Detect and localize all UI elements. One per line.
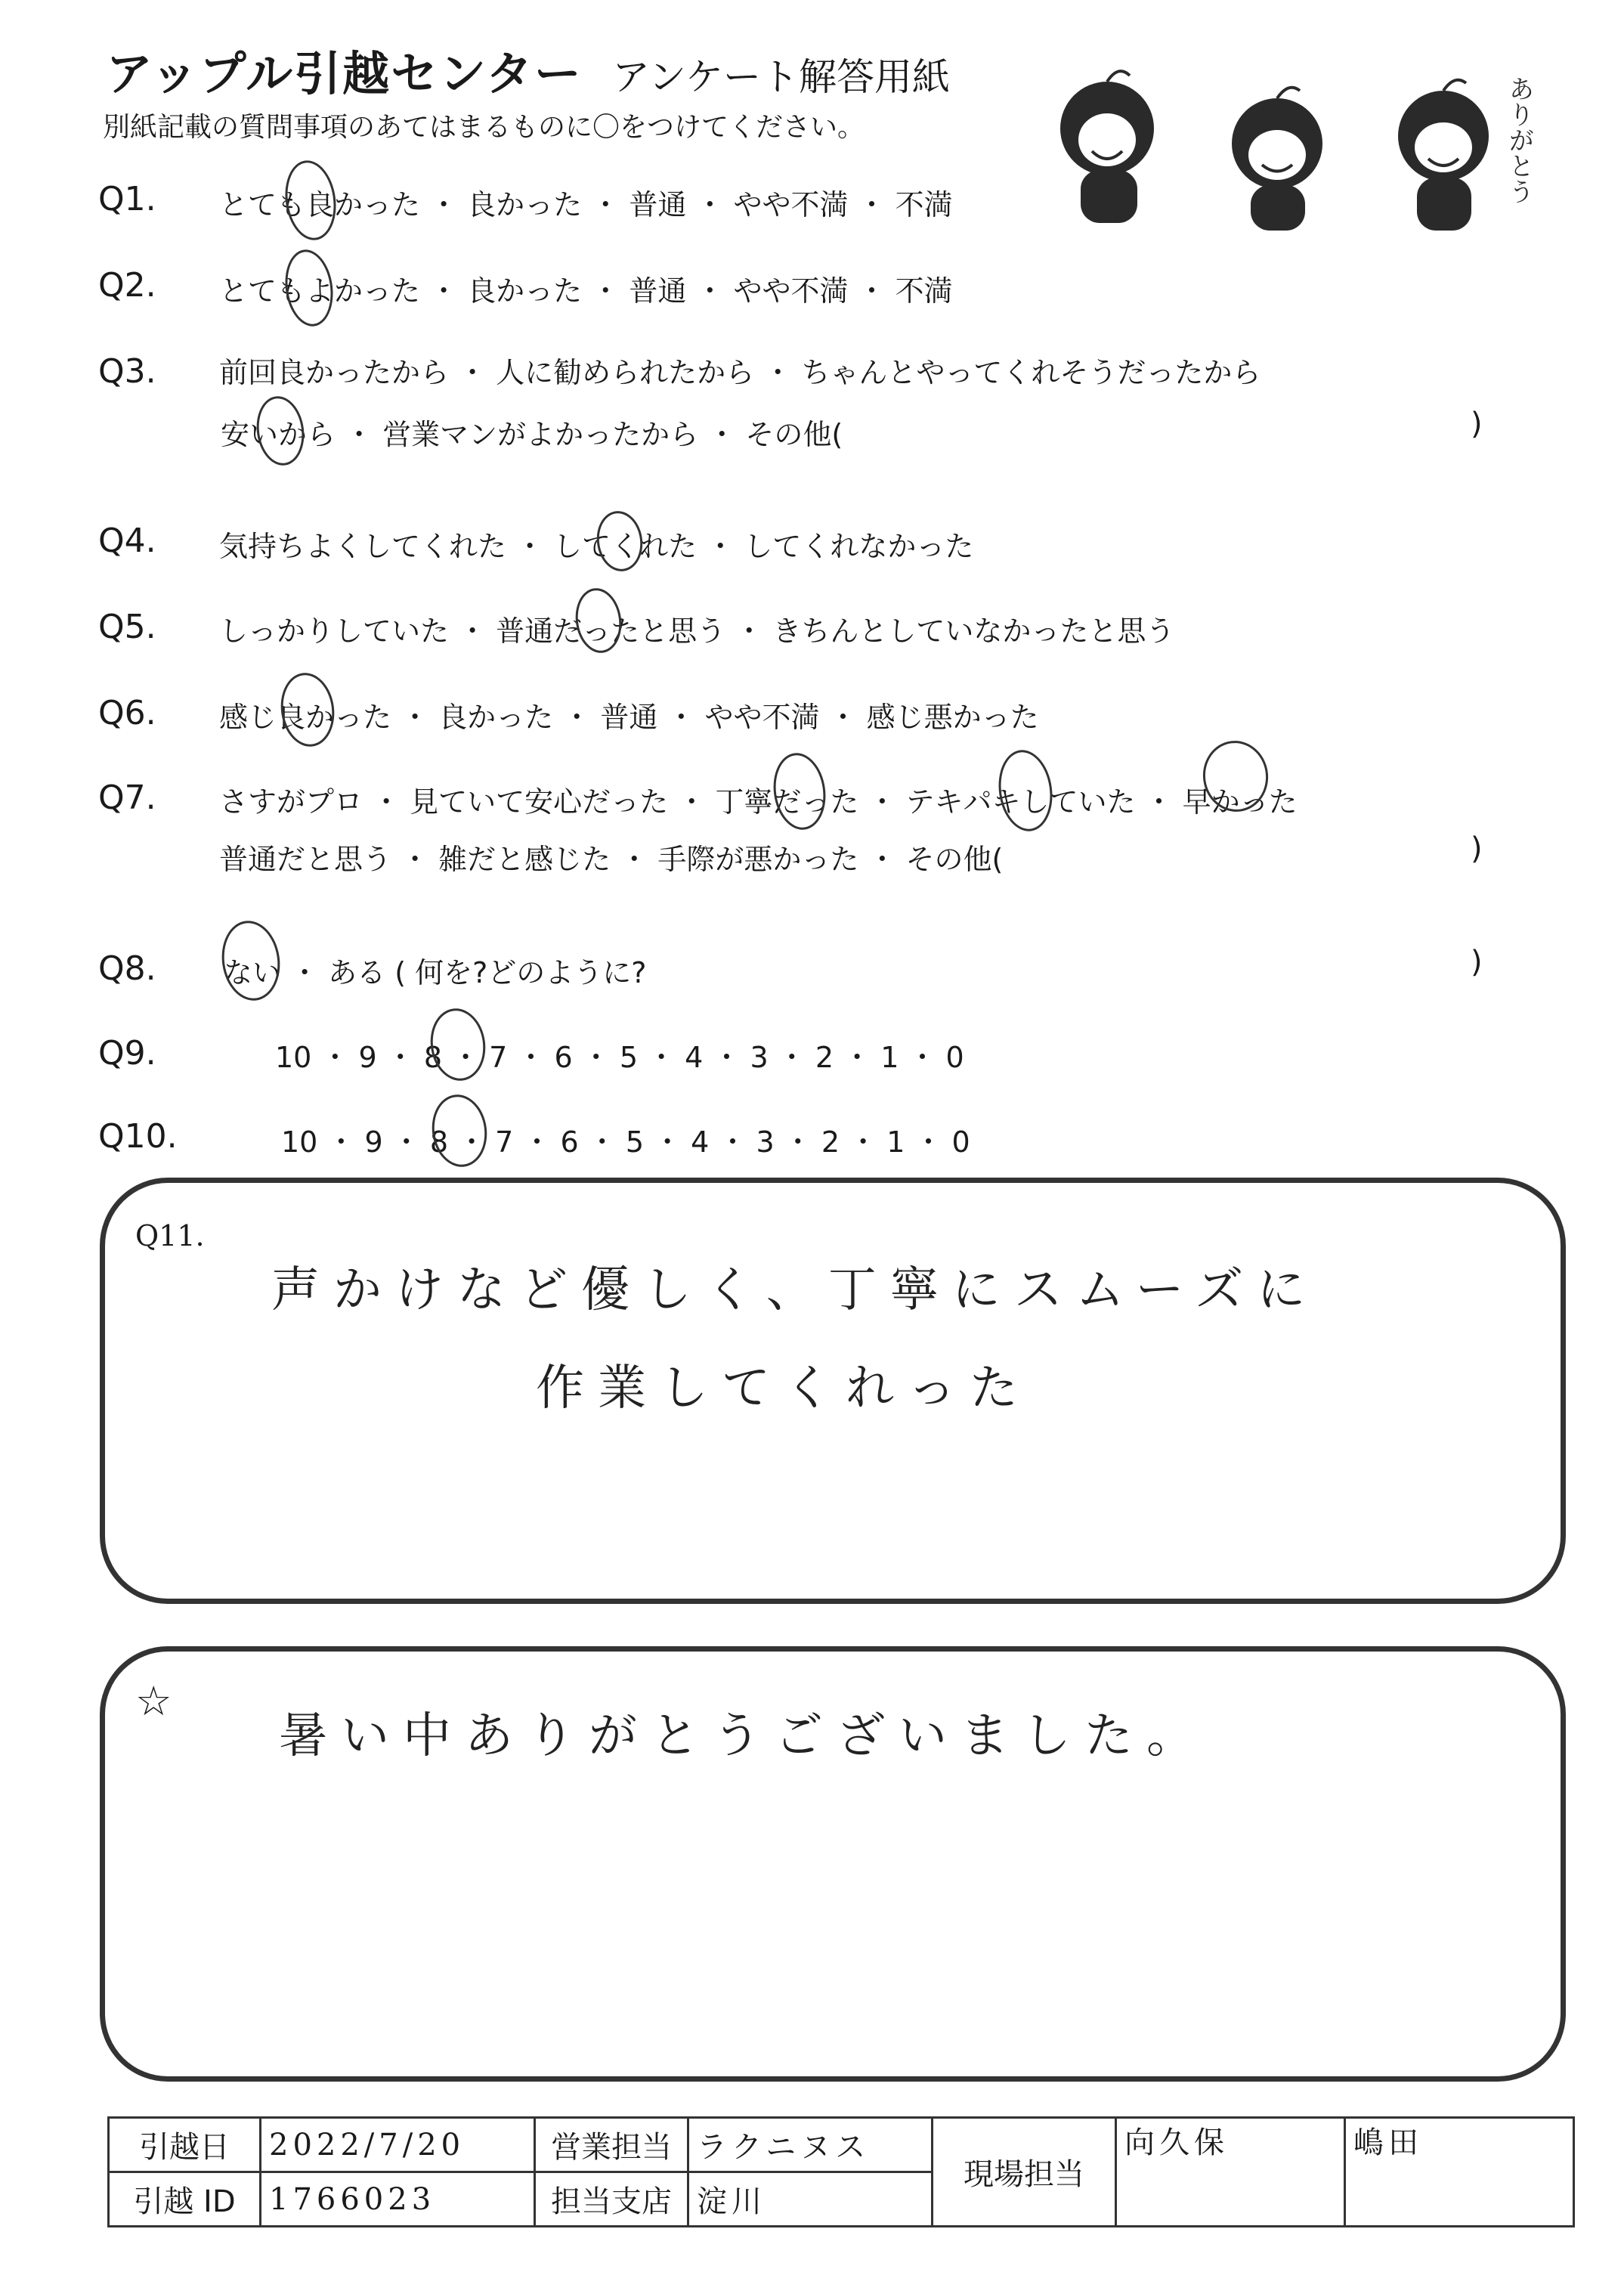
sales-value: ラクニヌス [688, 2118, 933, 2172]
q3-answer-circle [252, 393, 308, 469]
q7-answer-circle-2 [994, 747, 1057, 835]
q11-comment-line1: 声かけなど優しく、丁寧にスムーズに [271, 1262, 1319, 1318]
q10-number: Q10. [98, 1117, 178, 1156]
q7-options-line2[interactable]: 普通だと思う ・ 雑だと感じた ・ 手際が悪かった ・ その他( [219, 843, 1004, 876]
sales-label: 営業担当 [535, 2118, 688, 2172]
form-subtitle: アンケート解答用紙 [612, 55, 950, 99]
mascot-illustration [1035, 45, 1557, 234]
q6-answer-circle [277, 670, 339, 751]
q10-scale[interactable]: 10 ・ 9 ・ 8 ・ 7 ・ 6 ・ 5 ・ 4 ・ 3 ・ 2 ・ 1 ・ 0 [281, 1125, 970, 1159]
q4-number: Q4. [98, 522, 156, 560]
site-staff-label: 現場担当 [933, 2118, 1116, 2227]
q3-number: Q3. [98, 352, 156, 391]
move-date-value: 2022/7/20 [261, 2118, 535, 2172]
q11-label: Q11. [135, 1219, 205, 1252]
q3-options-line1[interactable]: 前回良かったから ・ 人に勧められたから ・ ちゃんとやってくれそうだったから [219, 356, 1261, 389]
q5-number: Q5. [98, 608, 156, 646]
q3-close-paren: ) [1471, 407, 1483, 441]
q7-number: Q7. [98, 779, 156, 817]
q7-answer-circle-1 [769, 750, 831, 833]
instruction-text: 別紙記載の質問事項のあてはまるものに〇をつけてください。 [103, 112, 865, 143]
thanks-text: ありがとう [1504, 76, 1534, 204]
q8-answer-circle [217, 917, 285, 1005]
q11-comment-line2: 作業してくれった [536, 1361, 1032, 1416]
q9-scale[interactable]: 10 ・ 9 ・ 8 ・ 7 ・ 6 ・ 5 ・ 4 ・ 3 ・ 2 ・ 1 ・ 0 [275, 1041, 964, 1074]
q2-answer-circle [280, 246, 338, 330]
q7-options-line1[interactable]: さすがプロ ・ 見ていて安心だった ・ 丁寧だった ・ テキパキしていた ・ 早かった [219, 785, 1298, 819]
q8-number: Q8. [98, 949, 156, 988]
site-staff-2: 嶋田 [1345, 2118, 1574, 2227]
q4-options[interactable]: 気持ちよくしてくれた ・ してくれた ・ してくれなかった [219, 530, 974, 563]
move-id-value: 1766023 [261, 2172, 535, 2227]
q11-comment-box [100, 1178, 1566, 1604]
move-date-label: 引越日 [109, 2118, 261, 2172]
q6-options[interactable]: 感じ良かった ・ 良かった ・ 普通 ・ やや不満 ・ 感じ悪かった [219, 701, 1039, 734]
message-box [100, 1646, 1566, 2082]
q5-options[interactable]: しっかりしていた ・ 普通だったと思う ・ きちんとしていなかったと思う [219, 615, 1175, 648]
q3-options-line2[interactable]: 安いから ・ 営業マンがよかったから ・ その他( [221, 418, 843, 451]
q6-number: Q6. [98, 694, 156, 732]
q1-answer-circle [280, 157, 341, 243]
q8-close-paren: ) [1471, 945, 1483, 980]
branch-value: 淀川 [688, 2172, 933, 2227]
info-table [107, 2116, 1575, 2227]
q2-number: Q2. [98, 266, 156, 305]
message-text: 暑い中ありがとうございました。 [279, 1708, 1208, 1764]
form-title: アップル引越センター [106, 46, 583, 101]
site-staff-1: 向久保 [1116, 2118, 1345, 2227]
q8-options[interactable]: ない ・ ある ( 何を?どのように? [224, 956, 647, 989]
branch-label: 担当支店 [535, 2172, 688, 2227]
q9-number: Q9. [98, 1034, 156, 1073]
move-id-label: 引越 ID [109, 2172, 261, 2227]
q2-options[interactable]: とてもよかった ・ 良かった ・ 普通 ・ やや不満 ・ 不満 [219, 274, 953, 308]
q1-options[interactable]: とても良かった ・ 良かった ・ 普通 ・ やや不満 ・ 不満 [219, 188, 953, 221]
q1-number: Q1. [98, 180, 156, 218]
q7-close-paren: ) [1471, 831, 1483, 866]
star-icon: ☆ [135, 1677, 172, 1725]
